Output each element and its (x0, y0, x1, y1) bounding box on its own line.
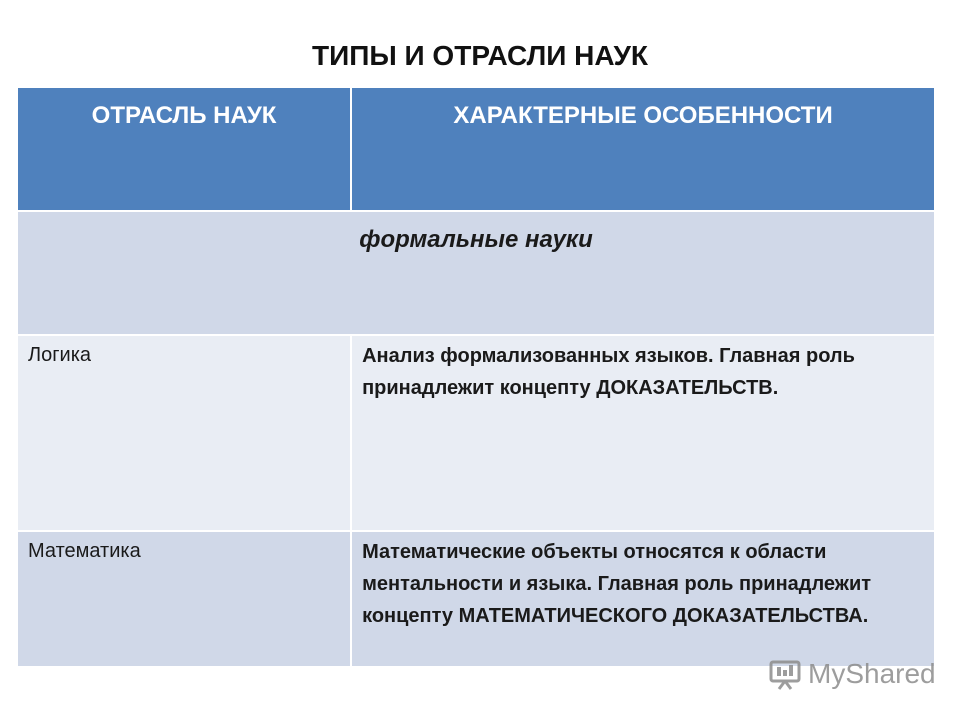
header-features-label: ХАРАКТЕРНЫЕ ОСОБЕННОСТИ (453, 102, 833, 129)
science-branches-table (18, 88, 934, 668)
presentation-icon (768, 657, 802, 691)
header-features (351, 88, 934, 211)
slide-title: ТИПЫ И ОТРАСЛИ НАУК (311, 40, 649, 71)
branch-cell: Математика (18, 531, 351, 667)
branch-cell: Логика (18, 335, 351, 531)
table-row (18, 531, 934, 667)
watermark (768, 654, 936, 694)
section-label: формальные науки (359, 226, 593, 253)
table-header-row (18, 88, 934, 211)
features-cell: Анализ формализованных языков. Главная роль принадлежит концепту ДОКАЗАТЕЛЬСТВ. (351, 335, 934, 531)
header-branch-label: ОТРАСЛЬ НАУК (91, 102, 277, 129)
header-branch (18, 88, 351, 211)
features-cell: Математические объекты относятся к области ментальности и языка. Главная роль принадлежит концепту МАТЕМАТИЧЕСКОГО ДОКАЗАТЕЛЬСТВА. (351, 531, 934, 667)
section-cell (18, 211, 934, 335)
section-row (18, 211, 934, 335)
watermark-text: MyShared (808, 658, 936, 689)
table-row (18, 335, 934, 531)
